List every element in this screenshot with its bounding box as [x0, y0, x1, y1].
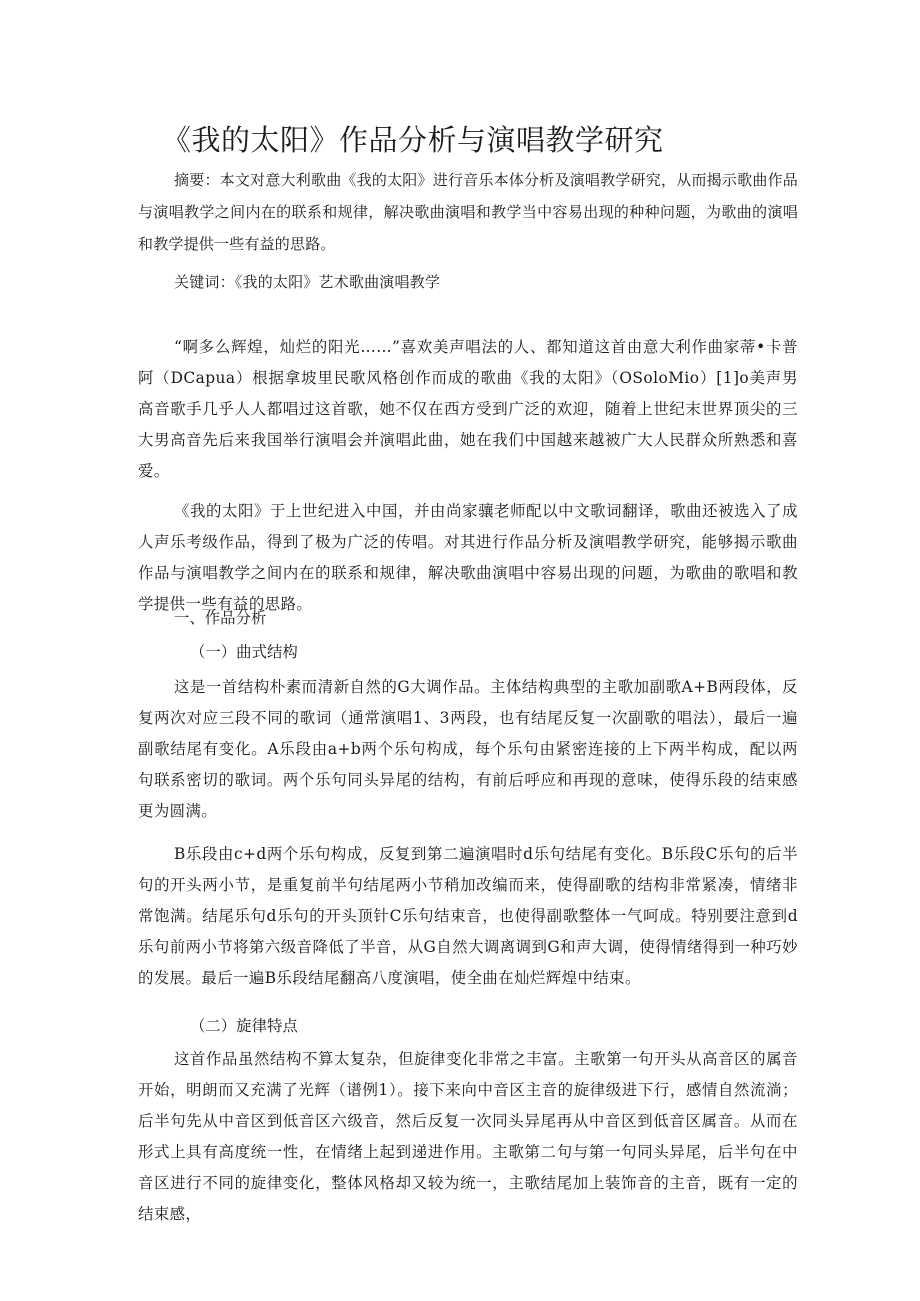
intro-paragraph-2: 《我的太阳》于上世纪进入中国，并由尚家骧老师配以中文歌词翻译，歌曲还被选入了成人声乐考级作品，得到了极为广泛的传唱。对其进行作品分析及演唱教学研究，能够揭示歌曲作品与演唱教学之间内在的联系和规律，解决歌曲演唱中容易出现的问题，为歌曲的歌唱和教学提供一些有益的思路。 [138, 502, 798, 613]
melody-block [138, 1044, 798, 1230]
structure-paragraph-1: 这是一首结构朴素而清新自然的G大调作品。主体结构典型的主歌加副歌A+B两段体，反复两次对应三段不同的歌词（通常演唱1、3两段，也有结尾反复一次副歌的唱法），最后一遍副歌结尾有变化。A乐段由a+b两个乐句构成，每个乐句由紧密连接的上下两半构成，配以两句联系密切的歌词。两个乐句同头异尾的结构，有前后呼应和再现的意味，使得乐段的结束感更为圆满。 [138, 678, 798, 820]
subsection-heading-2: （二）旋律特点 [190, 1017, 298, 1035]
abstract-paragraph: 摘要：本文对意大利歌曲《我的太阳》进行音乐本体分析及演唱教学研究，从而揭示歌曲作品与演唱教学之间内在的联系和规律，解决歌曲演唱和教学当中容易出现的种种问题，为歌曲的演唱和教学提供一些有益的思路。 [138, 171, 798, 253]
structure-paragraph-2: B乐段由c+d两个乐句构成，反复到第二遍演唱时d乐句结尾有变化。B乐段C乐句的后半句的开头两小节，是重复前半句结尾两小节稍加改编而来，使得副歌的结构非常紧凑，情绪非常饱满。结尾乐句d乐句的开头顶针C乐句结束音，也使得副歌整体一气呵成。特别要注意到d乐句前两小节将第六级音降低了半音，从G自然大调离调到G和声大调，使得情绪得到一种巧妙的发展。最后一遍B乐段结尾翻高八度演唱，使全曲在灿烂辉煌中结束。 [138, 845, 798, 987]
intro-paragraph-1: “啊多么辉煌，灿烂的阳光……”喜欢美声唱法的人、都知道这首由意大利作曲家蒂•卡普阿（DCapua）根据拿坡里民歌风格创作而成的歌曲《我的太阳》（OSoloMio）[1]o美声男高音歌手几乎人人都唱过这首歌，她不仅在西方受到广泛的欢迎，随着上世纪末世界顶尖的三大男高音先后来我国举行演唱会并演唱此曲，她在我们中国越来越被广大人民群众所熟悉和喜爱。 [138, 338, 798, 480]
abstract-block [138, 164, 798, 260]
document-title: 《我的太阳》作品分析与演唱教学研究 [162, 123, 664, 157]
structure-block [138, 672, 798, 994]
section-heading-1: 一、作品分析 [174, 609, 267, 627]
intro-block [138, 332, 798, 620]
keywords-block [138, 266, 798, 298]
melody-paragraph-1: 这首作品虽然结构不算太复杂，但旋律变化非常之丰富。主歌第一句开头从高音区的属音开始，明朗而又充满了光辉（谱例1）。接下来向中音区主音的旋律级进下行，感情自然流淌；后半句先从中音区到低音区六级音，然后反复一次同头异尾再从中音区到低音区属音。从而在形式上具有高度统一性，在情绪上起到递进作用。主歌第二句与第一句同头异尾，后半句在中音区进行不同的旋律变化，整体风格却又较为统一，主歌结尾加上装饰音的主音，既有一定的结束感， [138, 1050, 798, 1223]
keywords-paragraph: 关键词：《我的太阳》艺术歌曲演唱教学 [174, 273, 441, 291]
subsection-heading-1: （一）曲式结构 [190, 643, 298, 661]
